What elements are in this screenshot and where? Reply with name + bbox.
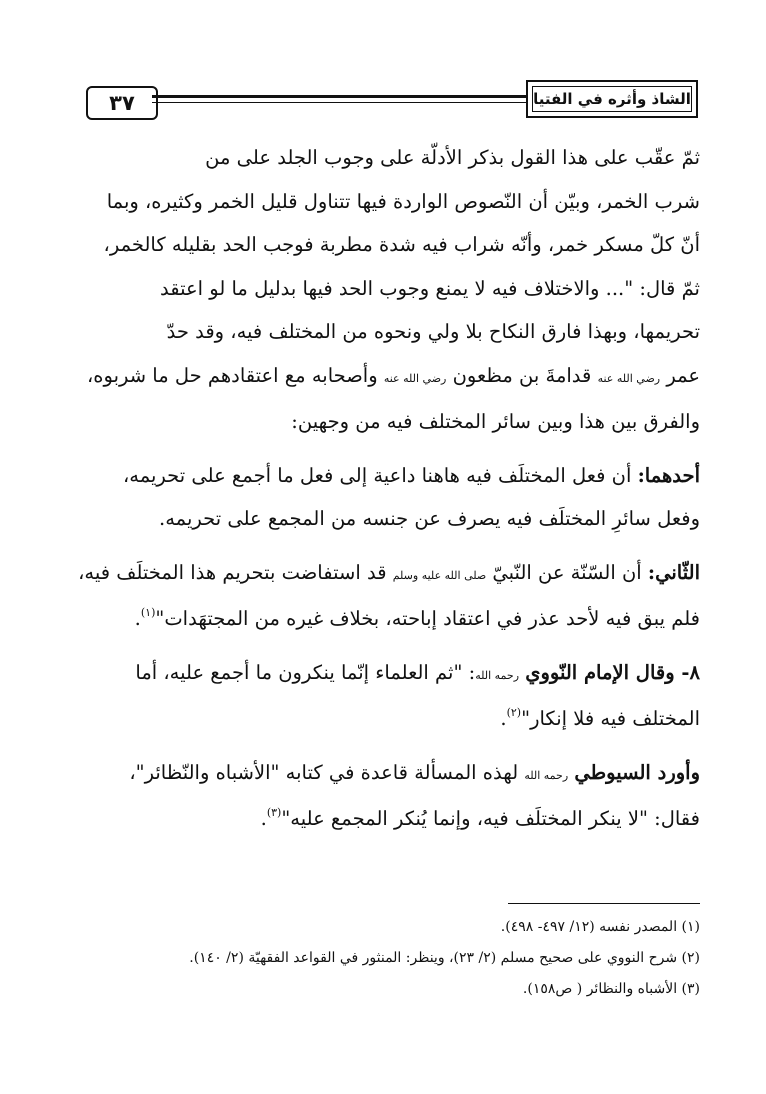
text-line: [68, 354, 700, 401]
header-rule-thick: [152, 95, 526, 98]
honorific-glyph: رحمه الله: [475, 668, 519, 682]
text-line: [68, 454, 700, 498]
text-run: عمر: [666, 363, 700, 387]
text-line: فلم يبق فيه لأحد عذر في اعتقاد إباحته، بخلاف غيره من المجتهَدات"$^{(١)}$.: [134, 606, 700, 630]
text-line: والفرق بين هذا وبين سائر المختلف فيه من وجهين:: [291, 410, 700, 433]
text-run: وأصحابه مع اعتقادهم حل ما شربوه،: [87, 363, 378, 387]
running-header: [86, 78, 698, 126]
footnote-separator: [508, 903, 700, 904]
honorific-glyph: صلى الله عليه وسلم: [392, 568, 487, 582]
honorific-glyph: رضي الله عنه: [597, 371, 661, 385]
footnote-3: (٣) الأشباه والنظائر ( ص١٥٨).: [522, 981, 700, 997]
text-line: [68, 751, 700, 798]
text-line: [68, 651, 700, 698]
text-run: أن فعل المختلَف فيه هاهنا داعية إلى فعل ما أجمع على تحريمه،: [122, 463, 632, 487]
text-line: [68, 551, 700, 598]
page-number: ٣٧: [86, 86, 158, 120]
footnotes: [68, 912, 700, 1005]
honorific-glyph: رضي الله عنه: [383, 371, 447, 385]
text-run: لهذه المسألة قاعدة في كتابه "الأشباه والنّظائر"،: [129, 760, 519, 784]
text-run: المختلف فيه فلا إنكار": [521, 707, 700, 730]
text-line: وفعل سائرِ المختلَف فيه يصرف عن جنسه من المجمع على تحريمه.: [159, 507, 700, 530]
text-run: أن السّنّة عن النّبيّ: [492, 560, 642, 584]
main-text: [68, 136, 700, 841]
text-run: قد استفاضت بتحريم هذا المختلَف فيه،: [78, 560, 387, 584]
point-label-first: أحدهما:: [637, 463, 700, 487]
text-run: فلم يبق فيه لأحد عذر في اعتقاد إباحته، بخلاف غيره من المجتهَدات": [155, 607, 700, 630]
item-8-label: ٨- وقال الإمام النّووي: [525, 660, 700, 684]
text-line: المختلف فيه فلا إنكار"$^{(٢)}$.: [500, 706, 700, 730]
honorific-glyph: رحمه الله: [524, 768, 569, 782]
text-line: ثمّ عقّب على هذا القول بذكر الأدلّة على وجوب الجلد على من: [205, 146, 700, 169]
book-title-frame: [526, 80, 698, 118]
footnote-1: (١) المصدر نفسه (١٢/ ٤٩٧- ٤٩٨).: [500, 919, 700, 935]
book-title: الشاذ وأثره في الفتيا: [532, 86, 692, 112]
footnote-2: (٢) شرح النووي على صحيح مسلم (٢/ ٢٣)، وينظر: المنثور في القواعد الفقهيّة (٢/ ١٤٠).: [189, 950, 700, 966]
text-run: : "ثم العلماء إنّما ينكرون ما أجمع عليه، أما: [135, 660, 476, 684]
footnote-ref-3[interactable]: (٣): [266, 806, 282, 819]
suyuti-label: وأورد السيوطي: [574, 760, 700, 784]
text-line: أنّ كلّ مسكر خمر، وأنّه شراب فيه شدة مطربة فوجب الحد بقليله كالخمر،: [103, 233, 700, 256]
text-run: فقال: "لا ينكر المختلَف فيه، وإنما يُنكر المجمع عليه": [281, 807, 700, 830]
text-line: تحريمها، وبهذا فارق النكاح بلا ولي ونحوه من المختلف فيه، وقد حدّ: [166, 320, 700, 343]
text-run: قدامةَ بن مظعون: [452, 363, 592, 387]
text-line: شرب الخمر، وبيّن أن النّصوص الواردة فيها تتناول قليل الخمر وكثيره، وبما: [106, 189, 700, 213]
header-rule-thin: [152, 102, 526, 103]
footnote-ref-2[interactable]: (٢): [506, 706, 522, 719]
text-line: ثمّ قال: "... والاختلاف فيه لا يمنع وجوب الحد فيها بدليل ما لو اعتقد: [160, 276, 700, 300]
text-line: فقال: "لا ينكر المختلَف فيه، وإنما يُنكر المجمع عليه"$^{(٣)}$.: [260, 806, 700, 830]
footnote-ref-1[interactable]: (١): [140, 606, 156, 619]
point-label-second: الثّاني:: [647, 560, 700, 584]
